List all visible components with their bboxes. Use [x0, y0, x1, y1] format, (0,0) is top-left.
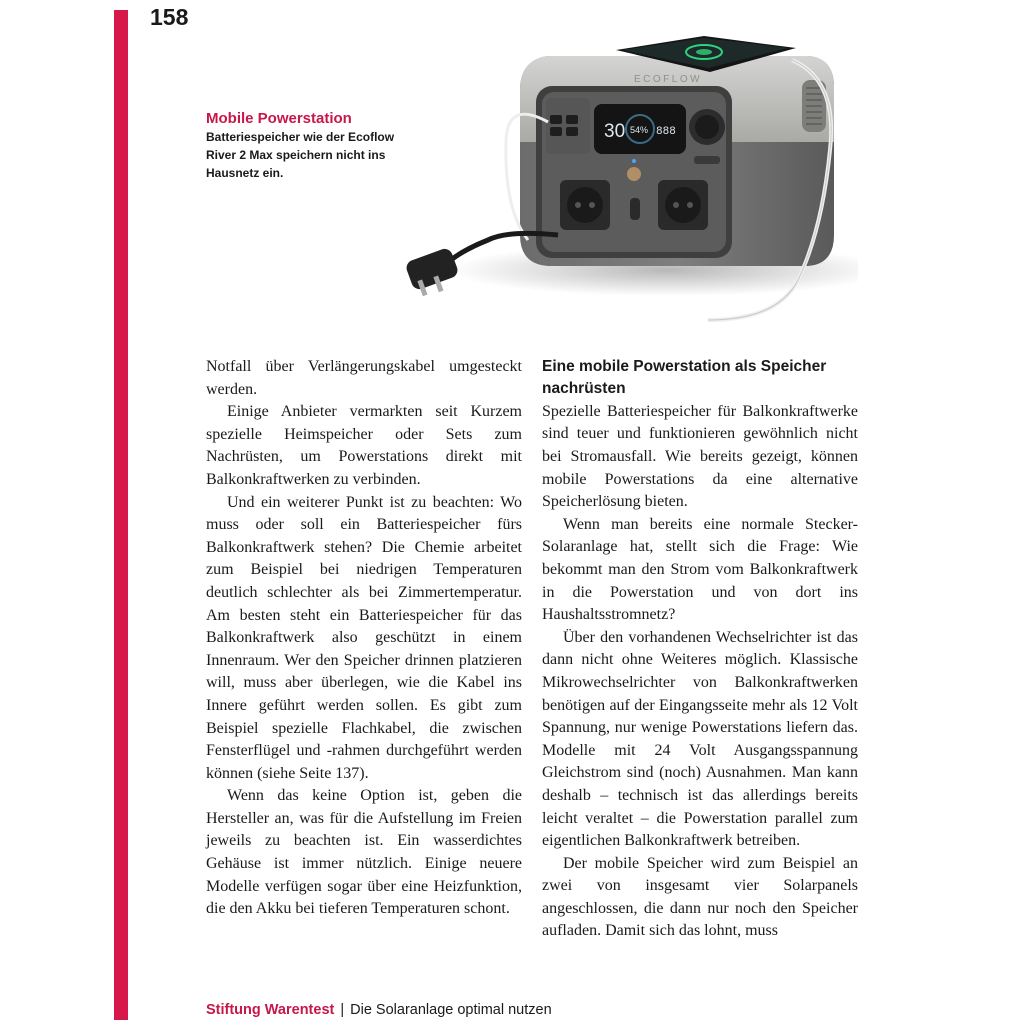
page-footer — [206, 1002, 552, 1018]
body-paragraph: Der mobile Speicher wird zum Beispiel an zwei von insgesamt vier Solarpanels angeschlossen, die dann nur noch den Speicher aufladen. Damit sich das lohnt, muss — [542, 854, 858, 940]
caption-body: Batteriespeicher wie der Ecoflow River 2 Max speichern nicht ins Hausnetz ein. — [206, 130, 395, 180]
footer-separator: | — [340, 1002, 345, 1018]
footer-brand: Stiftung Warentest — [206, 1002, 335, 1018]
footer-book-title: Die Solaranlage optimal nutzen — [350, 1002, 552, 1018]
display-left: 30 — [604, 121, 626, 142]
body-paragraph: Wenn das keine Option ist, geben die Hersteller an, was für die Aufstellung im Freien jeweils zu beachten ist. Ein wasserdichtes Gehäuse ist immer nützlich. Einige neuere Modelle verfügen sogar über eine Heizfunktion, die den Akku bei tieferen Temperaturen schont. — [206, 787, 522, 918]
brand-logo-text: ECOFLOW — [634, 74, 703, 85]
margin-accent-bar — [114, 10, 128, 1020]
left-text-column — [206, 356, 522, 921]
body-paragraph: Notfall über Verlängerungskabel umgesteckt werden. — [206, 358, 522, 398]
body-paragraph: Einige Anbieter vermarkten seit Kurzem spezielle Heimspeicher oder Sets zum Nachrüsten, um Powerstations direkt mit Balkonkraftwerken zu verbinden. — [206, 403, 522, 488]
body-paragraph: Über den vorhandenen Wechselrichter ist das dann nicht ohne Weiteres möglich. Klassische Mikrowechselrichter von Balkonkraftwerken benötigen auf der Eingangsseite mehr als 12 Volt Spannung, nur wenige Powerstations liefern das. Modelle mit 24 Volt Ausgangsspannung Gleichstrom sind (noch) Ausnahmen. Man kann deshalb – technisch ist das allerdings bereits leicht veraltet – die Powerstation parallel zum eigentlichen Balkonkraftwerk betreiben. — [542, 628, 858, 850]
image-caption — [206, 109, 406, 182]
section-heading: Eine mobile Powerstation als Speicher nachrüsten — [542, 358, 827, 398]
body-paragraph: Und ein weiterer Punkt ist zu beachten: Wo muss oder soll ein Batteriespeicher fürs Balkonkraftwerk stehen? Die Chemie arbeitet zum Beispiel bei niedrigen Temperaturen deutlich schlechter als bei Zimmertemperatur. Am besten steht ein Batteriespeicher für das Balkonkraftwerk also geschützt in einem Innenraum. Wer den Speicher drinnen platzieren will, muss aber überlegen, wie die Kabel ins Innere geführt werden sollen. Es gibt zum Beispiel spezielle Flachkabel, die zwischen Fensterflügel und -rahmen durchgeführt werden können (siehe Seite 137). — [206, 493, 522, 782]
display-right: 888 — [656, 126, 676, 138]
display-mid: 54% — [630, 125, 649, 135]
right-text-column — [542, 356, 858, 943]
powerstation-photo — [378, 30, 858, 330]
page-number: 158 — [150, 4, 189, 30]
body-paragraph: Spezielle Batteriespeicher für Balkonkraftwerke sind teuer und funktionieren gewöhnlich nicht bei Stromausfall. Wie bereits gezeigt, können mobile Powerstations da eine alternative Speicherlösung bieten. — [542, 402, 858, 511]
body-paragraph: Wenn man bereits eine normale Stecker-Solaranlage hat, stellt sich die Frage: Wie bekommt man den Strom vom Balkonkraftwerk in die Powerstation und von dort ins Haushaltsstromnetz? — [542, 515, 858, 624]
caption-title: Mobile Powerstation — [206, 110, 352, 127]
